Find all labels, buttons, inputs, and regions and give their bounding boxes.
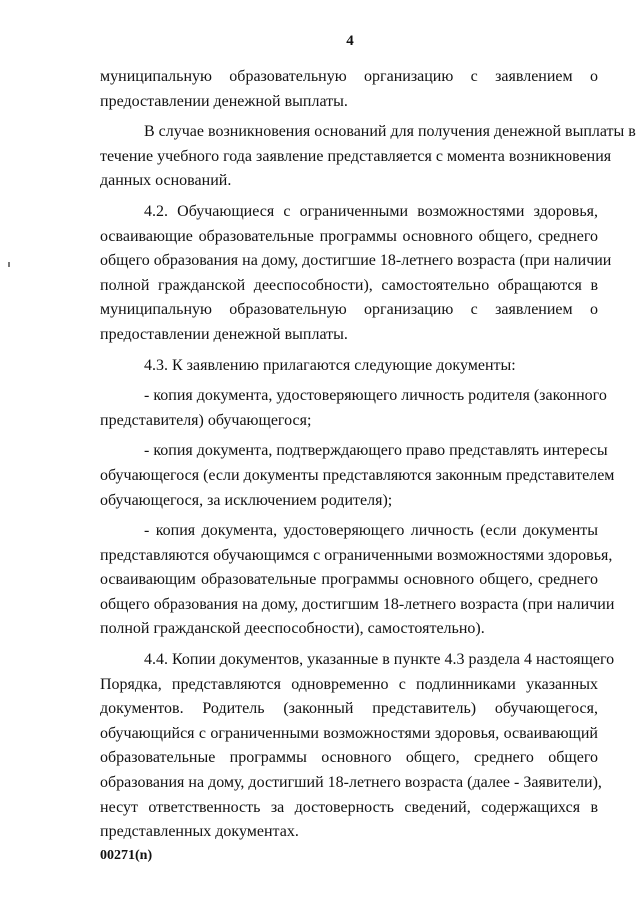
text-line: - копия документа, подтверждающего право представлять интересы bbox=[144, 442, 608, 460]
paragraph bbox=[100, 200, 612, 348]
text-line: предоставлении денежной выплаты. bbox=[100, 325, 348, 343]
text-line: представленных документах. bbox=[100, 823, 299, 841]
text-line: документов. Родитель (законный представитель) обучающегося, bbox=[100, 700, 598, 718]
text-line: - копия документа, удостоверяющего личность (если документы bbox=[144, 522, 598, 540]
text-line: осваивающим образовательные программы основного общего, среднего bbox=[100, 571, 598, 589]
text-line: представителя) обучающегося; bbox=[100, 411, 312, 429]
text-line: 4.2. Обучающиеся с ограниченными возможностями здоровья, bbox=[144, 202, 598, 220]
text-line: течение учебного года заявление представляется с момента возникновения bbox=[100, 147, 612, 165]
text-line: обучающегося (если документы представляются законным представителем bbox=[100, 466, 615, 484]
text-line: обучающегося, за исключением родителя); bbox=[100, 491, 393, 509]
text-line: несут ответственность за достоверность сведений, содержащихся в bbox=[100, 798, 598, 816]
text-line: образовательные программы основного общего, среднего общего bbox=[100, 749, 598, 767]
text-line: В случае возникновения оснований для получения денежной выплаты в bbox=[144, 123, 636, 141]
text-line: данных оснований. bbox=[100, 172, 232, 190]
text-line: обучающийся с ограниченными возможностями здоровья, осваивающий bbox=[100, 724, 598, 742]
paragraph bbox=[100, 65, 598, 114]
document-body bbox=[100, 65, 636, 845]
text-line: образования на дому, достигший 18-летнего возраста (далее - Заявители), bbox=[100, 774, 602, 792]
paragraph bbox=[100, 519, 615, 642]
text-line: осваивающие образовательные программы основного общего, среднего bbox=[100, 227, 598, 245]
footer-document-code: 00271(n) bbox=[100, 848, 153, 863]
text-line: предоставлении денежной выплаты. bbox=[100, 92, 348, 110]
text-line: общего образования на дому, достигшие 18-летнего возраста (при наличии bbox=[100, 252, 612, 270]
text-line: муниципальную образовательную организацию с заявлением о bbox=[100, 301, 598, 319]
text-line: представляются обучающимся с ограниченными возможностями здоровья, bbox=[100, 546, 613, 564]
text-line: - копия документа, удостоверяющего личность родителя (законного bbox=[144, 387, 607, 405]
paragraph bbox=[100, 120, 636, 194]
paragraph bbox=[100, 648, 615, 845]
text-line: общего образования на дому, достигшим 18-летнего возраста (при наличии bbox=[100, 595, 615, 613]
text-line: 4.3. К заявлению прилагаются следующие документы: bbox=[144, 356, 516, 374]
text-line: 4.4. Копии документов, указанные в пункте 4.3 раздела 4 настоящего bbox=[144, 651, 615, 669]
paragraph bbox=[100, 439, 615, 513]
text-line: муниципальную образовательную организацию с заявлением о bbox=[100, 68, 598, 85]
text-line: полной гражданской дееспособности), самостоятельно). bbox=[100, 620, 485, 638]
page-number: 4 bbox=[346, 33, 354, 49]
scan-mark bbox=[8, 262, 10, 267]
paragraph bbox=[100, 384, 607, 433]
text-line: Порядка, представляются одновременно с подлинниками указанных bbox=[100, 675, 598, 693]
paragraph bbox=[100, 354, 598, 379]
text-line: полной гражданской дееспособности), самостоятельно обращаются в bbox=[100, 276, 598, 294]
